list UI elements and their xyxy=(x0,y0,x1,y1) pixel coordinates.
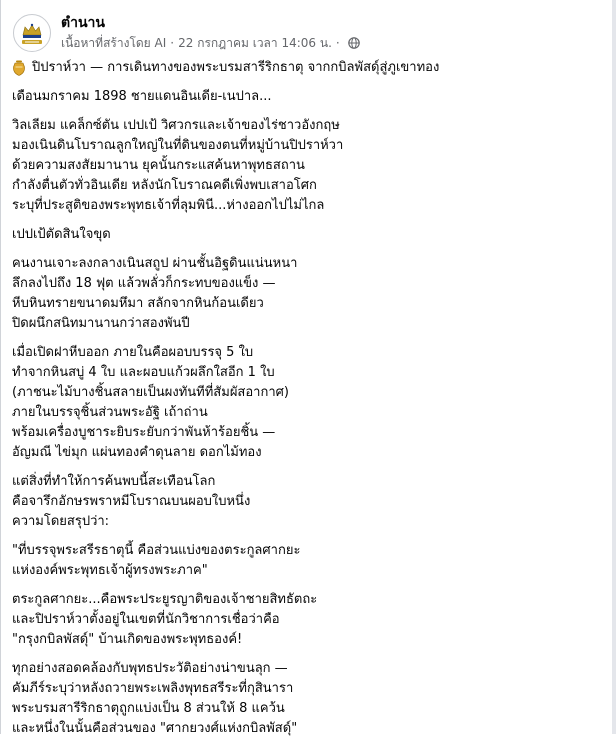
meta-separator: · xyxy=(170,36,175,50)
text-line: หีบหินทรายขนาดมหึมา สลักจากหินก้อนเดียว xyxy=(12,296,264,311)
text-line: และปิปราห์วาตั้งอยู่ในเขตที่นักวิชาการเชื่อว่าคือ xyxy=(12,612,280,627)
text-line: "ที่บรรจุพระสรีรธาตุนี้ คือส่วนแบ่งของตระกูลศากยะ xyxy=(12,543,301,558)
paragraph-6 xyxy=(12,541,604,581)
meta-separator-2: · xyxy=(335,36,340,50)
post-body xyxy=(12,58,604,748)
paragraph-5 xyxy=(12,472,604,532)
text-line: มองเนินดินโบราณลูกใหญ่ในที่ดินของตนที่หมู่บ้านปิปราห์วา xyxy=(12,138,344,153)
text-line: เมื่อเปิดฝาหีบออก ภายในคือผอบบรรจุ 5 ใบ xyxy=(12,345,254,360)
text-line: อัญมณี ไข่มุก แผ่นทองคำดุนลาย ดอกไม้ทอง xyxy=(12,445,262,460)
ai-generated-label[interactable]: เนื้อหาที่สร้างโดย AI xyxy=(61,36,167,50)
text-line: และหนึ่งในนั้นคือส่วนของ "ศากยวงศ์แห่งกบิลพัสดุ์" xyxy=(12,721,298,736)
text-line: ตระกูลศากยะ...คือพระประยูรญาติของเจ้าชายสิทธัตถะ xyxy=(12,592,318,607)
text-line: พร้อมเครื่องบูชาระยิบระยับกว่าพันห้าร้อยชิ้น — xyxy=(12,425,276,440)
post-meta xyxy=(61,35,360,51)
text-line: คนงานเจาะลงกลางเนินสถูป ผ่านชั้นอิฐดินแน่นหนา xyxy=(12,256,298,271)
text-line: ทุกอย่างสอดคล้องกับพุทธประวัติอย่างน่าขนลุก — xyxy=(12,661,288,676)
post-title: ปิปราห์วา — การเดินทางของพระบรมสารีริกธาตุ จากกบิลพัสดุ์สู่ภูเขาทอง xyxy=(32,60,440,75)
paragraph-0 xyxy=(12,87,604,107)
text-line: ภายในบรรจุชิ้นส่วนพระอัฐิ เถ้าถ่าน xyxy=(12,405,208,420)
globe-icon[interactable] xyxy=(348,37,360,49)
text-line: ด้วยความสงสัยมานาน ยุคนั้นกระแสค้นหาพุทธสถาน xyxy=(12,158,305,173)
paragraph-7 xyxy=(12,590,604,650)
paragraph-4 xyxy=(12,343,604,463)
page-avatar[interactable] xyxy=(13,14,51,52)
page-name[interactable]: ตำนาน xyxy=(61,15,105,31)
text-line: ลึกลงไปถึง 18 ฟุต แล้วพลั่วก็กระทบของแข็ง — xyxy=(12,276,276,291)
paragraph-8 xyxy=(12,659,604,739)
text-line: ปิดผนึกสนิทมานานกว่าสองพันปี xyxy=(12,316,190,331)
urn-icon xyxy=(12,60,26,76)
paragraph-3 xyxy=(12,254,604,334)
text-line: วิลเลียม แคล็กซ์ตัน เปปเป้ วิศวกรและเจ้าของไร่ชาวอังกฤษ xyxy=(12,118,340,133)
text-line: คัมภีร์ระบุว่าหลังถวายพระเพลิงพุทธสรีระที่กุสินารา xyxy=(12,681,294,696)
text-line: "กรุงกบิลพัสดุ์" บ้านเกิดของพระพุทธองค์! xyxy=(12,632,243,647)
text-line: กำลังตื่นตัวทั่วอินเดีย หลังนักโบราณคดีเพิ่งพบเสาอโศก xyxy=(12,178,317,193)
text-line: คือจารึกอักษรพราหมีโบราณบนผอบใบหนึ่ง xyxy=(12,494,251,509)
page-logo-crown-icon xyxy=(14,15,50,51)
post-header xyxy=(13,14,606,54)
text-line: ทำจากหินสบู่ 4 ใบ และผอบแก้วผลึกใสอีก 1 ใบ xyxy=(12,365,275,380)
post-title-paragraph xyxy=(12,58,604,78)
text-line: แต่สิ่งที่ทำให้การค้นพบนี้สะเทือนโลก xyxy=(12,474,216,489)
post-timestamp[interactable]: 22 กรกฎาคม เวลา 14:06 น. xyxy=(178,36,332,50)
text-line: (ภาชนะไม้บางชิ้นสลายเป็นผงทันทีที่สัมผัสอากาศ) xyxy=(12,385,289,400)
paragraph-2 xyxy=(12,225,604,245)
text-line: ระบุที่ประสูติของพระพุทธเจ้าที่ลุมพินี...ห่างออกไปไม่ไกล xyxy=(12,198,325,213)
text-line: เดือนมกราคม 1898 ชายแดนอินเดีย-เนปาล... xyxy=(12,89,272,104)
left-border xyxy=(0,0,1,734)
right-scrollbar-track[interactable] xyxy=(612,0,616,734)
text-line: พระบรมสารีริกธาตุถูกแบ่งเป็น 8 ส่วนให้ 8 แคว้น xyxy=(12,701,285,716)
text-line: ความโดยสรุปว่า: xyxy=(12,514,110,529)
text-line: เปปเป้ตัดสินใจขุด xyxy=(12,227,111,242)
paragraph-1 xyxy=(12,116,604,216)
text-line: แห่งองค์พระพุทธเจ้าผู้ทรงพระภาค" xyxy=(12,563,208,578)
